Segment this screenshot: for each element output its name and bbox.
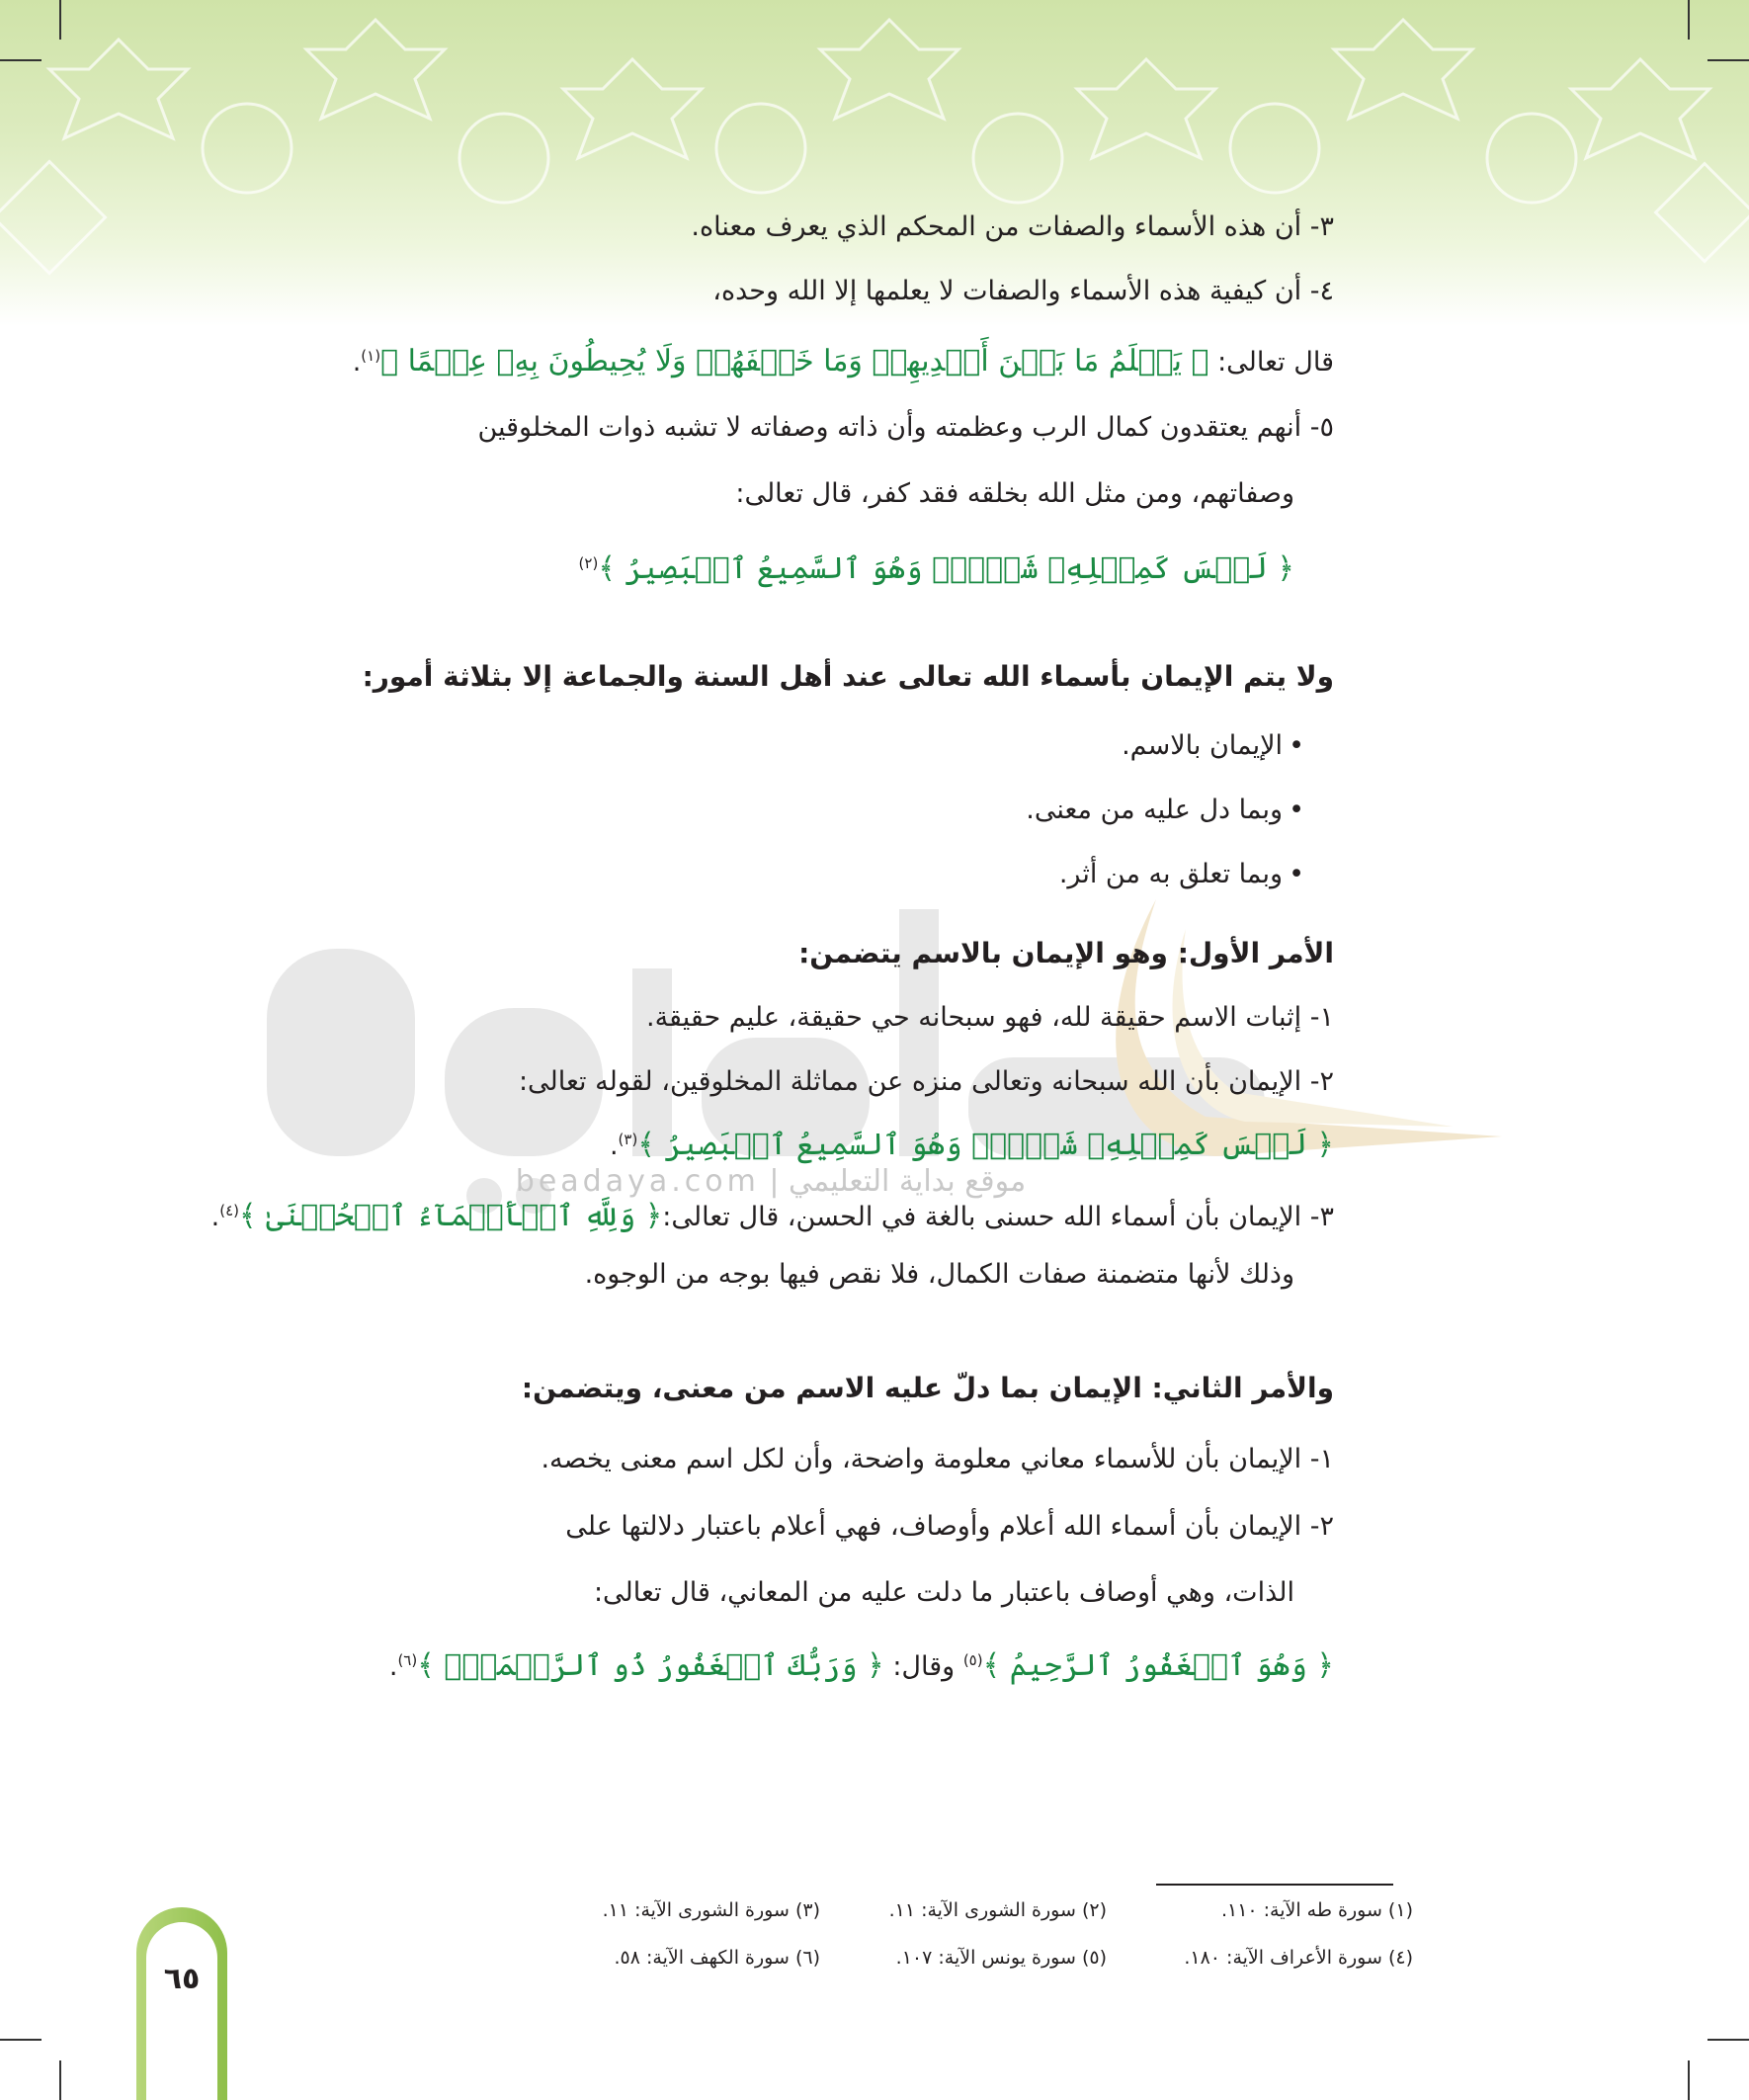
bullet-dot-icon: • [1289,795,1304,825]
quran-verse: ﴿ وَرَبُّكَ ٱلۡغَفُورُ ذُو ٱلرَّحۡمَةِۖ ﴾ [417,1648,884,1683]
footnote-ref: (٤) [219,1202,240,1219]
footnote-2: (٢) سورة الشورى الآية: ١١. [888,1899,1107,1921]
point-3: ٣- أن هذه الأسماء والصفات من المحكم الذي يعرف معناه. [691,211,1334,242]
point-4: ٤- أن كيفية هذه الأسماء والصفات لا يعلمها إلا الله وحده، [712,276,1334,306]
footnote-ref: (١) [361,347,381,365]
footnote-ref: (٣) [618,1131,638,1148]
footnote-ref: (٢) [578,554,599,572]
crop-mark [0,59,42,61]
verse-intro: قال تعالى: [1208,347,1334,378]
quran-verse: ﴿ لَيۡسَ كَمِثۡلِهِۦ شَيۡءٌۖ وَهُوَ ٱلسَّمِيعُ ٱلۡبَصِيرُ ﴾ [598,551,1294,586]
bullet-dot-icon: • [1289,859,1304,889]
verse-line-3: ﴿ لَيۡسَ كَمِثۡلِهِۦ شَيۡءٌۖ وَهُوَ ٱلسَّمِيعُ ٱلۡبَصِيرُ ﴾$^{(٣)}$. [609,1128,1334,1162]
point-5: ٥- أنهم يعتقدون كمال الرب وعظمته وأن ذاته وصفاته لا تشبه ذوات المخلوقين [477,412,1334,443]
verse-line-1 [353,336,1334,382]
first-matter-item-3: ٣- الإيمان بأن أسماء الله حسنى بالغة في الحسن، قال تعالى:﴿ وَلِلَّهِ ٱلۡأَسۡمَآءُ ٱلۡحُسۡنَىٰ ﴾$^{(٤)}$. [210,1199,1334,1233]
footnote-3: (٣) سورة الشورى الآية: ١١. [602,1899,820,1921]
crop-mark [1688,0,1690,40]
footnote-6: (٦) سورة الكهف الآية: ٥٨. [614,1947,820,1969]
footnote-1: (١) سورة طه الآية: ١١٠. [1220,1899,1413,1921]
footnote-4: (٤) سورة الأعراف الآية: ١٨٠. [1184,1947,1413,1969]
bullet-item: •وبما دل عليه من معنى. [1026,795,1304,825]
quran-verse: ﴿ وَهُوَ ٱلۡغَفُورُ ٱلرَّحِيمُ ﴾ [982,1648,1334,1683]
punctuation: . [352,347,362,378]
quran-verse: ﴿ لَيۡسَ كَمِثۡلِهِۦ شَيۡءٌۖ وَهُوَ ٱلسَّمِيعُ ٱلۡبَصِيرُ ﴾ [637,1128,1334,1162]
bullet-item: •الإيمان بالاسم. [1122,730,1304,761]
quran-verse: ﴿ يَعۡلَمُ مَا بَيۡنَ أَيۡدِيهِمۡ وَمَا خَلۡفَهُمۡ وَلَا يُحِيطُونَ بِهِۦ عِلۡمًا ﴾ [380,344,1209,378]
crop-mark [59,0,61,40]
bullet-item: •وبما تعلق به من أثر. [1058,859,1304,889]
verse-line-2 [579,544,1294,590]
section-heading: ولا يتم الإيمان بأسماء الله تعالى عند أهل السنة والجماعة إلا بثلاثة أمور: [362,660,1334,693]
footnote-ref: (٦) [397,1651,418,1669]
footnote-5: (٥) سورة يونس الآية: ١٠٧. [895,1947,1107,1969]
crop-mark [59,2060,61,2100]
page-number: ٦٥ [163,1962,201,1996]
first-matter-item-1: ١- إثبات الاسم حقيقة لله، فهو سبحانه حي حقيقة، عليم حقيقة. [645,1002,1334,1033]
footnote-divider [1156,1884,1393,1886]
crop-mark [1707,59,1749,61]
heading-highlight: الأمر الأول [1188,937,1334,969]
second-matter-heading: والأمر الثاني: الإيمان بما دلّ عليه الاسم من معنى، ويتضمن: [521,1372,1334,1404]
second-matter-item-1: ١- الإيمان بأن للأسماء معاني معلومة واضحة، وأن لكل اسم معنى يخصه. [541,1444,1334,1474]
first-matter-item-3-continued: وذلك لأنها متضمنة صفات الكمال، فلا نقص فيها بوجه من الوجوه. [584,1259,1294,1290]
first-matter-heading: الأمر الأول: وهو الإيمان بالاسم يتضمن: [798,937,1334,969]
crop-mark [0,2039,42,2041]
point-5-continued: وصفاتهم، ومن مثل الله بخلقه فقد كفر، قال تعالى: [735,478,1294,509]
verse-line-4: ﴿ وَهُوَ ٱلۡغَفُورُ ٱلرَّحِيمُ ﴾$^{(٥)}$ وقال: ﴿ وَرَبُّكَ ٱلۡغَفُورُ ذُو ٱلرَّحۡمَةِۖ ﴾$^{(٦)}$. [388,1648,1334,1683]
quran-verse: ﴿ وَلِلَّهِ ٱلۡأَسۡمَآءُ ٱلۡحُسۡنَىٰ ﴾ [239,1199,663,1233]
footnote-ref: (٥) [962,1651,983,1669]
watermark-site-text: موقع بداية التعليمي | beadaya.com [515,1164,1027,1199]
second-matter-item-2-continued: الذات، وهي أوصاف باعتبار ما دلت عليه من المعاني، قال تعالى: [593,1577,1294,1608]
crop-mark [1688,2060,1690,2100]
second-matter-item-2: ٢- الإيمان بأن أسماء الله أعلام وأوصاف، فهي أعلام باعتبار دلالتها على [565,1511,1334,1542]
bullet-dot-icon: • [1289,730,1304,761]
crop-mark [1707,2039,1749,2041]
page-number-tab-inner [146,1922,217,2100]
first-matter-item-2: ٢- الإيمان بأن الله سبحانه وتعالى منزه عن مماثلة المخلوقين، لقوله تعالى: [518,1066,1334,1097]
